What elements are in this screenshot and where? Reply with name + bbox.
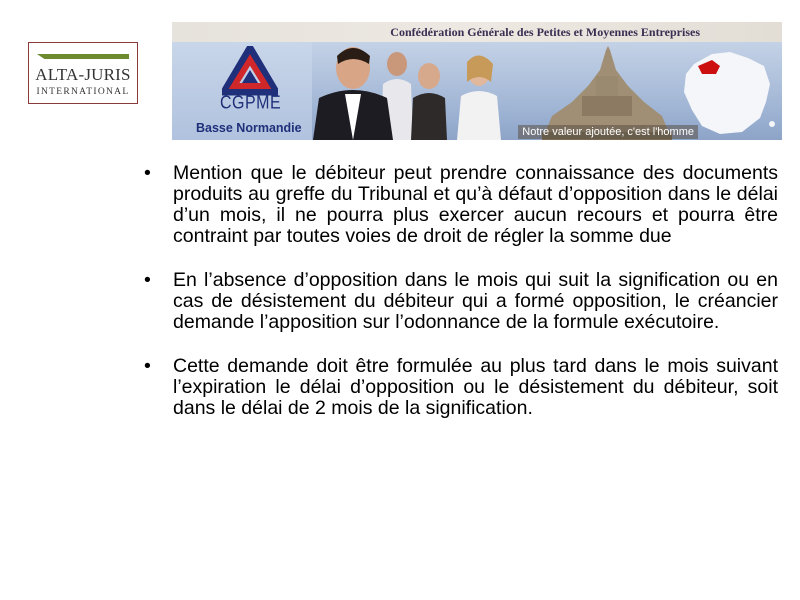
bullet-marker: •	[144, 355, 151, 377]
bullet-marker: •	[144, 162, 151, 184]
people-group-image	[307, 42, 527, 140]
bullet-text: Mention que le débiteur peut prendre connaissance des documents produits au greffe du Tribunal et qu’à défaut d’opposition dans le délai d’un mois, il ne pourra plus exercer aucun recours et pourra être contraint par toutes voies de droit de régler la somme due	[173, 162, 778, 247]
banner-title-bar	[172, 22, 782, 42]
logo-name: ALTA-JURIS	[35, 65, 131, 84]
banner-title: Confédération Générale des Petites et Moyennes Entreprises	[390, 25, 700, 39]
list-item	[140, 270, 778, 333]
bullet-list	[140, 163, 778, 442]
bullet-text: Cette demande doit être formulée au plus tard dans le mois suivant l’expiration le délai d’opposition ou le désistement du débiteur, soit dans le délai de 2 mois de la signification.	[173, 355, 778, 419]
cgpme-banner	[172, 22, 782, 140]
alta-juris-logo	[28, 42, 138, 104]
list-item	[140, 163, 778, 247]
cgpme-acronym: CGPME	[220, 93, 282, 114]
cgpme-region: Basse Normandie	[196, 121, 302, 135]
bullet-marker: •	[144, 269, 151, 291]
logo-subtitle: INTERNATIONAL	[36, 87, 130, 97]
cgpme-triangle-icon	[222, 46, 278, 96]
logo-green-bar	[37, 54, 129, 59]
banner-slogan: Notre valeur ajoutée, c'est l'homme	[518, 125, 698, 139]
list-item	[140, 356, 778, 419]
bullet-text: En l’absence d’opposition dans le mois qui suit la signification ou en cas de désistement du débiteur qui a formé opposition, le créancier demande l’apposition sur l’odonnance de la formule exécutoire.	[173, 269, 778, 333]
